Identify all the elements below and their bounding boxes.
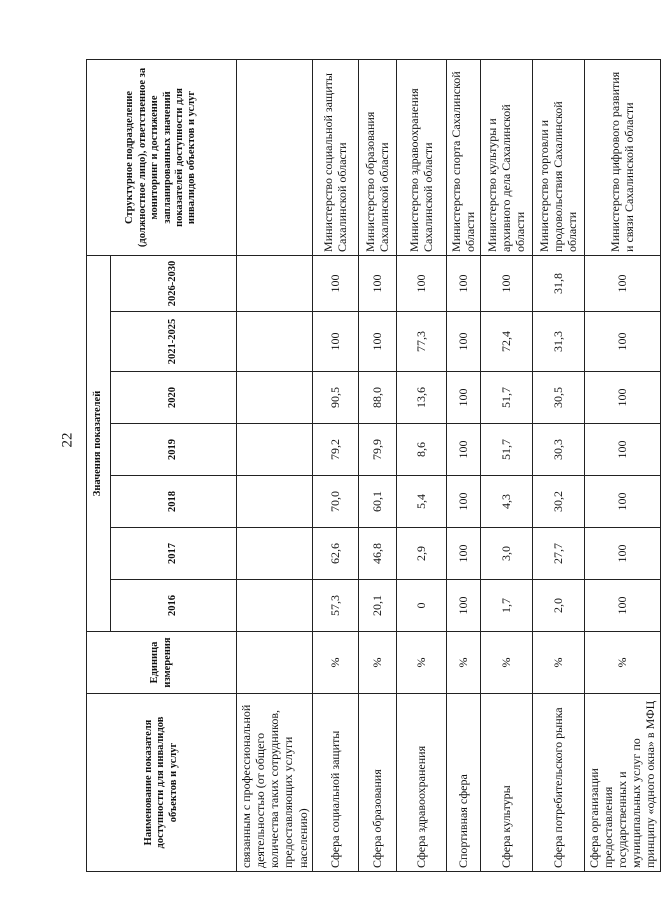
row-value: 57,3	[312, 580, 358, 632]
row-value: 100	[480, 255, 532, 311]
empty-cell	[237, 632, 313, 694]
row-value: 51,7	[480, 372, 532, 424]
row-value: 0	[396, 580, 446, 632]
row-value: 46,8	[358, 528, 396, 580]
empty-cell	[237, 312, 313, 372]
empty-cell	[237, 255, 313, 311]
row-dept: Министерство образования Сахалинской области	[358, 59, 396, 255]
row-value: 30,3	[532, 424, 584, 476]
table-row	[480, 59, 532, 871]
header-year: 2016	[111, 580, 237, 632]
table-row	[396, 59, 446, 871]
row-value: 100	[584, 476, 660, 528]
header-year: 2018	[111, 476, 237, 528]
row-value: 77,3	[396, 312, 446, 372]
row-value: 100	[446, 528, 480, 580]
empty-cell	[237, 476, 313, 528]
row-name: Сфера потребительского рынка	[532, 694, 584, 872]
row-value: 70,0	[312, 476, 358, 528]
row-value: 100	[584, 528, 660, 580]
header-unit: Единица измерения	[87, 632, 237, 694]
row-value: 3,0	[480, 528, 532, 580]
row-unit: %	[358, 632, 396, 694]
row-value: 100	[446, 372, 480, 424]
header-year: 2020	[111, 372, 237, 424]
row-name: Сфера организации предоставления государственных и муниципальных услуг по принципу «одного окна» в МФЦ	[584, 694, 660, 872]
row-value: 100	[584, 312, 660, 372]
empty-cell	[237, 424, 313, 476]
row-unit: %	[532, 632, 584, 694]
row-value: 79,2	[312, 424, 358, 476]
row-value: 1,7	[480, 580, 532, 632]
row-dept: Министерство цифрового развития и связи Сахалинской области	[584, 59, 660, 255]
row-unit: %	[584, 632, 660, 694]
row-value: 8,6	[396, 424, 446, 476]
header-dept: Структурное подразделение (должностное лицо), ответственное за мониторинг и достижение запланированных значений показателей доступности для инвалидов объектов и услуг	[87, 59, 237, 255]
row-unit: %	[312, 632, 358, 694]
row-value: 27,7	[532, 528, 584, 580]
row-value: 20,1	[358, 580, 396, 632]
table-row	[312, 59, 358, 871]
row-name: Спортивная сфера	[446, 694, 480, 872]
table-row-continuation	[237, 59, 313, 871]
empty-cell	[237, 580, 313, 632]
rotated-table-wrapper	[86, 60, 658, 872]
row-unit: %	[480, 632, 532, 694]
row-value: 79,9	[358, 424, 396, 476]
header-year: 2017	[111, 528, 237, 580]
row-name: Сфера социальной защиты	[312, 694, 358, 872]
table-row	[446, 59, 480, 871]
row-value: 100	[584, 255, 660, 311]
row-value: 5,4	[396, 476, 446, 528]
row-value: 2,9	[396, 528, 446, 580]
row-value: 100	[396, 255, 446, 311]
header-year: 2021-2025	[111, 312, 237, 372]
row-dept: Министерство спорта Сахалинской области	[446, 59, 480, 255]
empty-cell	[237, 372, 313, 424]
row-dept: Министерство культуры и архивного дела Сахалинской области	[480, 59, 532, 255]
row-value: 100	[584, 372, 660, 424]
empty-cell	[237, 528, 313, 580]
row-value: 100	[584, 580, 660, 632]
accessibility-indicators-table	[86, 59, 661, 872]
row-value: 62,6	[312, 528, 358, 580]
row-value: 90,5	[312, 372, 358, 424]
row-dept: Министерство торговли и продовольствия Сахалинской области	[532, 59, 584, 255]
row-value: 100	[446, 476, 480, 528]
row-value: 60,1	[358, 476, 396, 528]
row-value: 100	[312, 312, 358, 372]
table-row	[584, 59, 660, 871]
table-row	[532, 59, 584, 871]
row-value: 88,0	[358, 372, 396, 424]
header-year: 2019	[111, 424, 237, 476]
row-value: 100	[312, 255, 358, 311]
row-value: 2,0	[532, 580, 584, 632]
row-name: Сфера здравоохранения	[396, 694, 446, 872]
row-value: 100	[446, 312, 480, 372]
row-value: 51,7	[480, 424, 532, 476]
row-value: 30,2	[532, 476, 584, 528]
row-value: 100	[358, 312, 396, 372]
row-value: 100	[358, 255, 396, 311]
row-value: 100	[446, 255, 480, 311]
row-unit: %	[446, 632, 480, 694]
row-dept: Министерство здравоохранения Сахалинской области	[396, 59, 446, 255]
empty-cell	[237, 59, 313, 255]
row-value: 4,3	[480, 476, 532, 528]
row-value: 31,3	[532, 312, 584, 372]
page-number: 22	[59, 432, 76, 448]
header-name: Наименование показателя доступности для инвалидов объектов и услуг	[87, 694, 237, 872]
row-value: 72,4	[480, 312, 532, 372]
row-value: 13,6	[396, 372, 446, 424]
continuation-text: связанным с профессиональной деятельностью (от общего количества таких сотрудников, предоставляющих услуги населению)	[237, 694, 313, 872]
table-row	[358, 59, 396, 871]
row-value: 100	[446, 424, 480, 476]
row-value: 30,5	[532, 372, 584, 424]
row-unit: %	[396, 632, 446, 694]
header-year: 2026-2030	[111, 255, 237, 311]
row-value: 100	[584, 424, 660, 476]
row-dept: Министерство социальной защиты Сахалинской области	[312, 59, 358, 255]
row-name: Сфера образования	[358, 694, 396, 872]
row-value: 100	[446, 580, 480, 632]
row-value: 31,8	[532, 255, 584, 311]
header-values-group: Значения показателей	[87, 255, 111, 631]
row-name: Сфера культуры	[480, 694, 532, 872]
